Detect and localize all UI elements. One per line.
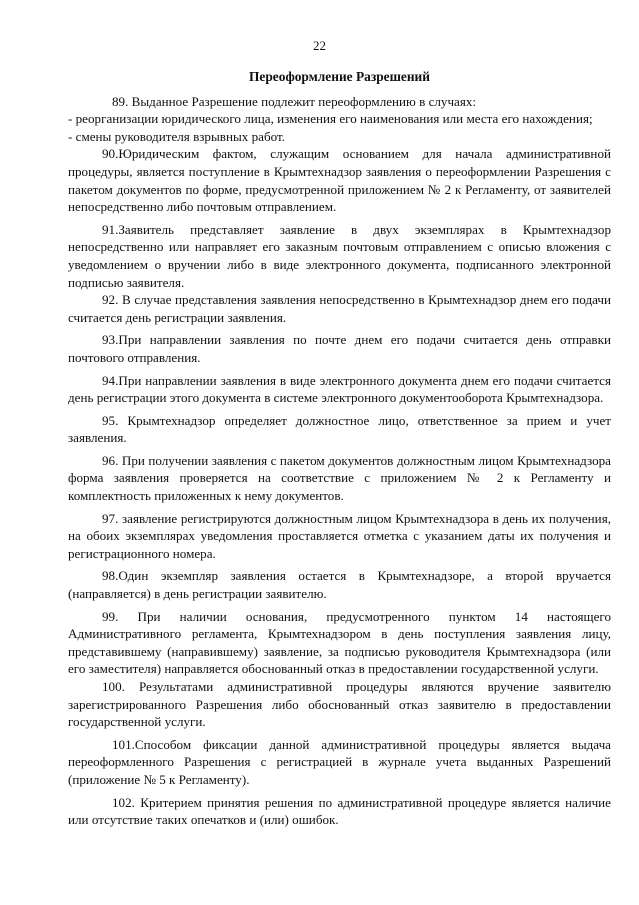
paragraph-95: 95. Крымтехнадзор определяет должностное лицо, ответственное за прием и учет заявления.	[68, 412, 611, 446]
paragraph-90: 90.Юридическим фактом, служащим основанием для начала административной процедуры, является поступление в Крымтехнадзор заявления о переоформлении Разрешения с пакетом документов по форме, предусмотренной приложением № 2 к Регламенту, от заявителей непосредственно либо почтовым отправлением.	[68, 146, 611, 215]
document-body	[68, 68, 611, 829]
page-number: 22	[313, 38, 326, 53]
paragraph-94: 94.При направлении заявления в виде электронного документа днем его подачи считается день регистрации этого документа в системе электронного документооборота Крымтехнадзора.	[68, 372, 611, 406]
section-heading: Переоформление Разрешений	[249, 69, 430, 84]
paragraph-97: 97. заявление регистрируются должностным лицом Крымтехнадзора в день их получения, на обоих экземплярах уведомления проставляется отметка с указанием даты их получения и регистрационного номера.	[68, 510, 611, 561]
paragraph-96: 96. При получении заявления с пакетом документов должностным лицом Крымтехнадзора форма заявления проверяется на соответствие с приложением № 2 к Регламенту и комплектность приложенных к нему документов.	[68, 452, 611, 504]
paragraph-89: 89. Выданное Разрешение подлежит переоформлению в случаях:	[112, 93, 477, 109]
list-item-manager-change: - смены руководителя взрывных работ.	[68, 128, 285, 144]
paragraph-100: 100. Результатами административной процедуры являются вручение заявителю зарегистрированного Разрешения либо обоснованный отказ заявителю в предоставлении государственной услуги.	[68, 679, 611, 730]
paragraph-92: 92. В случае представления заявления непосредственно в Крымтехнадзор днем его подачи считается день регистрации заявления.	[68, 292, 611, 325]
paragraph-93: 93.При направлении заявления по почте днем его подачи считается день отправки почтового отправления.	[68, 332, 611, 365]
paragraph-101: 101.Способом фиксации данной административной процедуры является выдача переоформленного Разрешения с регистрацией в журнале учета выданных Разрешений (приложение № 5 к Регламенту).	[68, 736, 611, 787]
list-item-reorganization: - реорганизации юридического лица, изменения его наименования или места его нахождения;	[68, 111, 593, 127]
paragraph-91: 91.Заявитель представляет заявление в двух экземплярах в Крымтехнадзор непосредственно или направляет его заказным почтовым отправлением с описью вложения с уведомлением о вручении либо в виде электронного документа, подписанного электронной подписью заявителя.	[68, 221, 611, 290]
paragraph-102: 102. Критерием принятия решения по административной процедуре является наличие или отсутствие таких опечатков и (или) ошибок.	[68, 794, 611, 828]
paragraph-99: 99. При наличии основания, предусмотренного пунктом 14 настоящего Административного регламента, Крымтехнадзором в день поступления заявления лицу, представившему (направившему) заявление, за подписью руководителя Крымтехнадзора (или его заместителя) направляется обоснованный отказ в предоставлении государственной услуги.	[68, 608, 611, 677]
paragraph-98: 98.Один экземпляр заявления остается в Крымтехнадзоре, а второй вручается (направляется) в день регистрации заявителю.	[68, 568, 611, 602]
